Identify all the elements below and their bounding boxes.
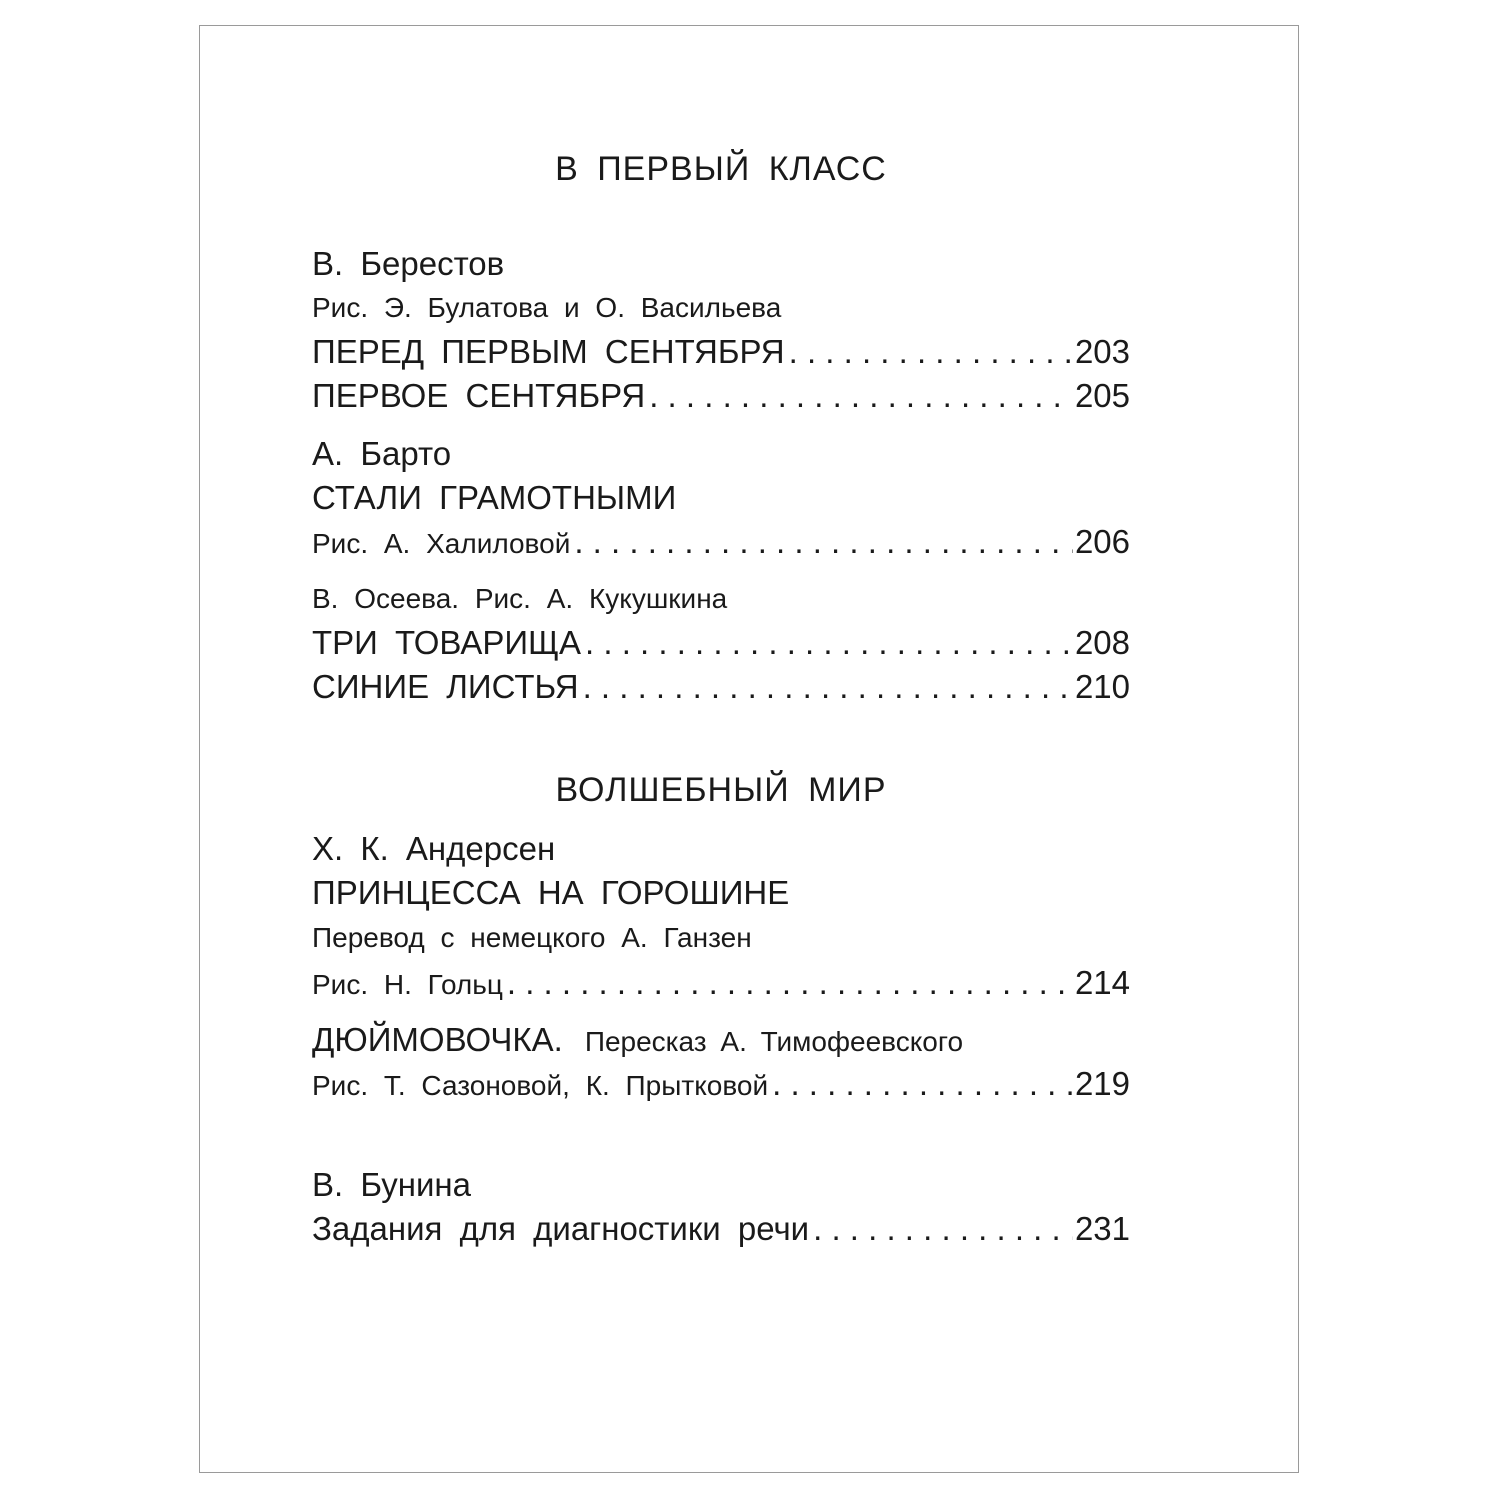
- toc-entry-sinie-listya[interactable]: [312, 670, 1130, 703]
- section-heading-first-class: В ПЕРВЫЙ КЛАСС: [555, 150, 887, 188]
- page-number: 231: [1074, 1210, 1130, 1247]
- author-berestov: В. Берестов: [312, 245, 505, 282]
- entry-title: ТРИ ТОВАРИЩА: [312, 624, 582, 661]
- page-number: 205: [1074, 377, 1130, 414]
- entry-title: Задания для диагностики речи: [312, 1210, 810, 1247]
- entry-title: Рис. Т. Сазоновой, К. Прытковой: [312, 1070, 769, 1101]
- toc-entry-pered-pervym-sentyabrya[interactable]: [312, 335, 1130, 368]
- dot-leader: [649, 379, 1073, 412]
- dot-leader: [574, 525, 1073, 558]
- toc-entry-speech-diagnostics[interactable]: [312, 1212, 1130, 1245]
- toc-entry-thumbelina[interactable]: [312, 1067, 1130, 1100]
- dot-leader: [772, 1067, 1073, 1100]
- dot-leader: [789, 335, 1073, 368]
- retelling-credit: Пересказ А. Тимофеевского: [584, 1026, 964, 1057]
- entry-title: СИНИЕ ЛИСТЬЯ: [312, 668, 579, 705]
- toc-entry-stali-gramotnymi[interactable]: [312, 525, 1130, 558]
- dot-leader: [507, 966, 1073, 999]
- page-number: 214: [1074, 964, 1130, 1001]
- author-oseeva: В. Осеева. Рис. А. Кукушкина: [312, 583, 728, 614]
- entry-title: ПЕРВОЕ СЕНТЯБРЯ: [312, 377, 646, 414]
- toc-entry-princess-on-the-pea[interactable]: [312, 966, 1130, 999]
- page-number: 206: [1074, 523, 1130, 560]
- toc-entry-pervoe-sentyabrya[interactable]: [312, 379, 1130, 412]
- entry-title: Рис. А. Халиловой: [312, 528, 571, 559]
- illustrator-line-berestov: Рис. Э. Булатова и О. Васильева: [312, 292, 782, 323]
- author-andersen: Х. К. Андерсен: [312, 830, 556, 867]
- title-thumbelina: ДЮЙМОВОЧКА.: [312, 1021, 563, 1058]
- entry-title: Рис. Н. Гольц: [312, 969, 503, 1000]
- title-line-thumbelina: [312, 1023, 1130, 1056]
- entry-title: ПЕРЕД ПЕРВЫМ СЕНТЯБРЯ: [312, 333, 785, 370]
- page-number: 219: [1074, 1065, 1130, 1102]
- translation-line: Перевод с немецкого А. Ганзен: [312, 922, 752, 953]
- toc-entry-tri-tovarishcha[interactable]: [312, 626, 1130, 659]
- section-heading-magic-world: ВОЛШЕБНЫЙ МИР: [555, 771, 887, 809]
- title-stali-gramotnymi: СТАЛИ ГРАМОТНЫМИ: [312, 479, 677, 516]
- title-princess-on-the-pea: ПРИНЦЕССА НА ГОРОШИНЕ: [312, 874, 790, 911]
- dot-leader: [583, 670, 1073, 703]
- author-bunina: В. Бунина: [312, 1166, 472, 1203]
- page-number: 210: [1074, 668, 1130, 705]
- dot-leader: [813, 1212, 1073, 1245]
- page-frame: [199, 25, 1299, 1473]
- dot-leader: [585, 626, 1073, 659]
- page-number: 203: [1074, 333, 1130, 370]
- author-barto: А. Барто: [312, 435, 452, 472]
- page-number: 208: [1074, 624, 1130, 661]
